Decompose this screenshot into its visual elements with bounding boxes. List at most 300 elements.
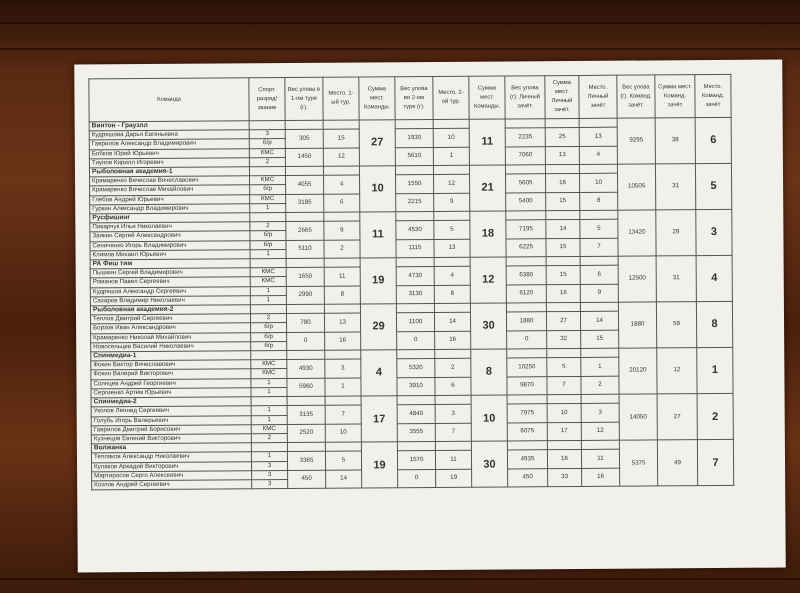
member-rank: 1 (251, 387, 287, 396)
pair-value: 9 (580, 284, 618, 303)
pair-value: 305 (285, 129, 323, 148)
pair-value: 5 (325, 451, 361, 470)
header-row (89, 74, 731, 121)
blank-cell (545, 118, 579, 127)
pair-value: 12 (323, 148, 359, 167)
pair-value: 450 (288, 470, 326, 489)
member-name: Тиунов Кирилл Игоревич (89, 158, 249, 168)
blank-cell (396, 258, 434, 267)
blank-cell (507, 349, 547, 358)
blank-cell (287, 350, 325, 359)
pair-value: 15 (323, 129, 359, 148)
blank-cell (397, 442, 435, 451)
pair-value: 3135 (287, 406, 325, 425)
member-name: Борзов Иван Александрович (91, 323, 251, 333)
member-rank: б/р (251, 341, 287, 350)
member-rank: 2 (251, 433, 287, 442)
team-name: Рыболовная академия-1 (89, 167, 249, 177)
team-name: Руcфишинг (90, 213, 250, 223)
pair-value: 3 (325, 359, 361, 378)
blank-cell (580, 210, 618, 219)
pair-value: 19 (436, 469, 472, 488)
team-total-weight: 20120 (619, 348, 657, 394)
pair-value: 27 (546, 312, 580, 331)
pair-value: 11 (324, 267, 360, 286)
team-total-weight: 5375 (619, 440, 657, 486)
pair-value: 1650 (286, 267, 324, 286)
member-name: Гаврилов Александр Владимирович (89, 139, 249, 149)
pair-value: 5 (547, 358, 581, 377)
blank-cell (435, 441, 471, 450)
pair-value: 1450 (285, 148, 323, 167)
results-table (88, 74, 734, 491)
blank-cell (547, 395, 581, 404)
blank-cell (507, 441, 547, 450)
pair-value: 6225 (506, 238, 546, 257)
team-place-sum-tour1: 29 (360, 304, 396, 350)
pair-value: 5110 (286, 240, 324, 259)
member-rank: б/р (250, 240, 286, 249)
blank-cell (434, 211, 470, 220)
member-name: Бобков Юрий Юрьевич (89, 148, 249, 158)
blank-cell (324, 212, 360, 221)
member-name: Пиварчук Илья Николаевич (90, 222, 250, 232)
team-total-weight: 9295 (617, 118, 655, 164)
blank-cell (581, 394, 619, 403)
blank-cell (285, 166, 323, 175)
pair-value: 4530 (396, 221, 434, 240)
member-name: Пышкин Сергей Владимирович (90, 268, 250, 278)
pair-value: 4840 (397, 405, 435, 424)
member-name: Кудряшов Александр Сергеевич (90, 286, 250, 296)
member-name: Тепляков Александр Николаевич (91, 452, 251, 462)
member-rank: б/р (249, 139, 285, 148)
pair-value: 10 (325, 424, 361, 443)
blank-cell (323, 120, 359, 129)
pair-value: 8 (580, 192, 618, 211)
member-name: Заякин Сергей Александрович (90, 231, 250, 241)
blank-cell (505, 165, 545, 174)
member-rank: б/р (251, 323, 287, 332)
pair-value: 15 (546, 238, 580, 257)
team-final-place: 4 (696, 255, 732, 301)
column-header: Сумма мест. Команды. (359, 77, 395, 120)
team-place-sum-tour2: 18 (470, 211, 506, 257)
pair-value: 16 (547, 450, 581, 469)
wood-plank-seam (0, 578, 800, 580)
blank-cell (506, 303, 546, 312)
pair-value: 1 (433, 147, 469, 166)
pair-value: 5320 (397, 359, 435, 378)
column-header: Место. Личный зачёт (579, 75, 617, 118)
pair-value: 8 (324, 286, 360, 305)
member-rank: КМС (251, 424, 287, 433)
column-header: Спорт. разряд/ звание (249, 78, 285, 121)
member-name: Кулаков Аркадий Викторович (92, 461, 252, 471)
pair-value: 14 (326, 470, 362, 489)
member-rank: 2 (250, 222, 286, 231)
wood-plank-seam (0, 48, 800, 50)
pair-value: 7060 (505, 146, 545, 165)
blank-cell (395, 119, 433, 128)
team-header-blank (249, 121, 285, 130)
team-place-sum-tour1: 10 (359, 166, 395, 212)
pair-value: 5400 (506, 192, 546, 211)
pair-value: 2 (324, 240, 360, 259)
pair-value: 11 (581, 449, 619, 468)
blank-cell (325, 442, 361, 451)
pair-value: 11 (435, 451, 471, 470)
pair-value: 1100 (396, 313, 434, 332)
team-place-sum-tour1: 27 (359, 120, 395, 166)
member-rank: КМС (250, 176, 286, 185)
team-place-sum-tour2: 21 (469, 165, 505, 211)
member-rank: 1 (250, 249, 286, 258)
column-header: Место. 1-ый тур. (323, 77, 359, 120)
member-rank: КМС (250, 194, 286, 203)
blank-cell (286, 258, 324, 267)
member-rank: 2 (249, 157, 285, 166)
pair-value: 0 (398, 469, 436, 488)
team-header-blank (251, 443, 287, 452)
team-name: Спинмедиа-2 (91, 397, 251, 407)
column-header: Вес улова (г). Команд. зачёт. (617, 75, 655, 118)
pair-value: 15 (581, 330, 619, 349)
blank-cell (434, 257, 470, 266)
team-total-place-sum: 49 (657, 440, 697, 486)
column-header: Сумма мест. Команды. (469, 76, 505, 119)
member-name: Теплов Дмитрий Сергеевич (90, 314, 250, 324)
pair-value: 2235 (505, 128, 545, 147)
pair-value: 4 (434, 266, 470, 285)
blank-cell (547, 441, 581, 450)
pair-value: 1930 (395, 129, 433, 148)
team-final-place: 2 (697, 393, 733, 439)
pair-value: 15 (546, 192, 580, 211)
pair-value: 450 (508, 468, 548, 487)
pair-value: 10250 (507, 358, 547, 377)
column-header: Место. 2-ой тур. (433, 76, 469, 119)
pair-value: 9870 (507, 376, 547, 395)
pair-value: 3 (435, 405, 471, 424)
team-header-blank (250, 259, 286, 268)
member-name: Гаврилов Дмитрий Борисович (91, 424, 251, 434)
pair-value: 1880 (506, 312, 546, 331)
pair-value: 0 (287, 332, 325, 351)
team-total-weight: 12500 (618, 256, 656, 302)
pair-value: 16 (546, 284, 580, 303)
pair-value: 7 (325, 405, 361, 424)
pair-value: 0 (397, 331, 435, 350)
pair-value: 5610 (395, 147, 433, 166)
blank-cell (580, 256, 618, 265)
pair-value: 7 (435, 423, 471, 442)
pair-value: 4 (324, 175, 360, 194)
blank-cell (435, 349, 471, 358)
pair-value: 10 (547, 404, 581, 423)
member-rank: б/р (250, 231, 286, 240)
blank-cell (286, 304, 324, 313)
pair-value: 14 (580, 311, 618, 330)
team-total-place-sum: 31 (656, 256, 696, 302)
pair-value: 6120 (506, 284, 546, 303)
team-header-blank (251, 397, 287, 406)
team-place-sum-tour2: 30 (471, 441, 507, 487)
member-name: Кузнецов Евгений Викторович (91, 434, 251, 444)
blank-cell (395, 165, 433, 174)
wood-plank-seam (0, 22, 800, 24)
pair-value: 16 (325, 332, 361, 351)
member-name: Фокин Валерий Викторович (91, 369, 251, 379)
pair-value: 33 (548, 468, 582, 487)
pair-value: 2520 (287, 424, 325, 443)
member-name: Козлов Андрей Сергеевич (92, 480, 252, 490)
pair-value: 5960 (287, 378, 325, 397)
pair-value: 6 (324, 194, 360, 213)
column-header: Место. Команд. зачёт (695, 74, 731, 117)
results-body (89, 117, 734, 490)
team-total-place-sum: 59 (656, 302, 696, 348)
blank-cell (285, 120, 323, 129)
member-name: Климов Михаил Юрьевич (90, 250, 250, 260)
team-header-blank (250, 213, 286, 222)
member-name: Гуркин Александр Владимирович (90, 204, 250, 214)
team-total-weight: 1880 (618, 302, 656, 348)
blank-cell (505, 119, 545, 128)
blank-cell (325, 396, 361, 405)
team-place-sum-tour2: 10 (471, 395, 507, 441)
team-header-blank (250, 305, 286, 314)
blank-cell (433, 119, 469, 128)
member-name: Крамаренко Вячеслав Вячеславович (90, 176, 250, 186)
pair-value: 4730 (396, 267, 434, 286)
team-name: Волжанка (91, 443, 251, 453)
blank-cell (396, 212, 434, 221)
pair-value: 10 (580, 173, 618, 192)
pair-value: 5605 (506, 174, 546, 193)
team-total-place-sum: 27 (657, 394, 697, 440)
blank-cell (396, 304, 434, 313)
blank-cell (581, 440, 619, 449)
pair-value: 1550 (396, 175, 434, 194)
pair-value: 3 (581, 403, 619, 422)
pair-value: 6380 (506, 266, 546, 285)
member-rank: 3 (249, 130, 285, 139)
blank-cell (325, 350, 361, 359)
team-total-place-sum: 38 (655, 118, 695, 164)
blank-cell (546, 256, 580, 265)
pair-value: 14 (434, 312, 470, 331)
pair-value: 3555 (397, 423, 435, 442)
pair-value: 13 (434, 239, 470, 258)
blank-cell (580, 302, 618, 311)
pair-value: 17 (547, 422, 581, 441)
member-name: Романов Павел Сергеевич (90, 277, 250, 287)
team-final-place: 6 (695, 117, 731, 163)
pair-value: 1 (325, 378, 361, 397)
pair-value: 16 (546, 174, 580, 193)
member-name: Солнцев Андрей Георгиевич (91, 378, 251, 388)
pair-value: 13 (579, 127, 617, 146)
pair-value: 9 (434, 193, 470, 212)
pair-value: 4930 (287, 360, 325, 379)
pair-value: 2 (435, 358, 471, 377)
team-final-place: 8 (696, 301, 732, 347)
team-final-place: 7 (697, 439, 733, 485)
blank-cell (545, 164, 579, 173)
team-name: Спинмедиа-1 (91, 351, 251, 361)
member-rank: КМС (249, 148, 285, 157)
team-total-weight: 13420 (618, 210, 656, 256)
member-name: Крамаренко Николай Михайлович (91, 332, 251, 342)
pair-value: 12 (581, 422, 619, 441)
blank-cell (506, 257, 546, 266)
team-name: РА Фиш тим (90, 259, 250, 269)
team-total-place-sum: 29 (656, 210, 696, 256)
blank-cell (547, 349, 581, 358)
member-rank: 1 (251, 452, 287, 461)
member-name: Глебов Андрей Юрьевич (90, 194, 250, 204)
pair-value: 1 (581, 357, 619, 376)
member-rank: 3 (252, 461, 288, 470)
blank-cell (579, 164, 617, 173)
column-header: Команда (89, 78, 249, 122)
pair-value: 5 (580, 219, 618, 238)
pair-value: 9 (324, 221, 360, 240)
blank-cell (507, 395, 547, 404)
member-name: Сахаров Владимир Николаевич (90, 296, 250, 306)
member-rank: 1 (250, 203, 286, 212)
team-final-place: 1 (697, 347, 733, 393)
member-rank: 1 (250, 286, 286, 295)
team-total-weight: 14050 (619, 394, 657, 440)
blank-cell (287, 442, 325, 451)
team-header-blank (249, 167, 285, 176)
pair-value: 4 (579, 146, 617, 165)
member-name: Голубь Игорь Валерьевич (91, 415, 251, 425)
blank-cell (433, 165, 469, 174)
pair-value: 15 (546, 266, 580, 285)
pair-value: 16 (582, 468, 620, 487)
member-rank: 1 (251, 378, 287, 387)
blank-cell (323, 166, 359, 175)
member-rank: 1 (251, 406, 287, 415)
pair-value: 7 (580, 238, 618, 257)
blank-cell (581, 348, 619, 357)
blank-cell (397, 350, 435, 359)
team-place-sum-tour1: 19 (360, 258, 396, 304)
pair-value: 7195 (506, 220, 546, 239)
member-name: Сениченко Игорь Владимирович (90, 240, 250, 250)
blank-cell (434, 303, 470, 312)
pair-value: 13 (545, 146, 579, 165)
blank-cell (435, 395, 471, 404)
team-place-sum-tour2: 11 (469, 119, 505, 165)
column-header: Вес улова во 2-ом туре (г). (395, 76, 433, 119)
pair-value: 32 (547, 330, 581, 349)
pair-value: 25 (545, 128, 579, 147)
team-final-place: 5 (695, 163, 731, 209)
member-rank: КМС (251, 360, 287, 369)
member-rank: 3 (252, 470, 288, 479)
pair-value: 780 (286, 314, 324, 333)
pair-value: 6 (580, 265, 618, 284)
member-rank: 1 (251, 415, 287, 424)
pair-value: 12 (434, 174, 470, 193)
member-name: Кудряшова Дарья Евгеньевна (89, 130, 249, 140)
team-final-place: 3 (696, 209, 732, 255)
member-rank: КМС (250, 268, 286, 277)
member-name: Крамаренко Вячеслав Михайлович (90, 185, 250, 195)
blank-cell (287, 396, 325, 405)
member-rank: КМС (250, 277, 286, 286)
team-total-place-sum: 31 (655, 164, 695, 210)
team-place-sum-tour2: 30 (470, 303, 506, 349)
team-place-sum-tour1: 17 (361, 396, 397, 442)
pair-value: 3910 (397, 377, 435, 396)
team-place-sum-tour1: 19 (361, 442, 397, 488)
member-name: Фокин Виктор Вячеславович (91, 360, 251, 370)
pair-value: 1115 (396, 239, 434, 258)
blank-cell (397, 396, 435, 405)
member-rank: б/р (250, 185, 286, 194)
pair-value: 14 (546, 220, 580, 239)
pair-value: 16 (435, 331, 471, 350)
pair-value: 3130 (396, 285, 434, 304)
pair-value: 3365 (287, 452, 325, 471)
column-header: Сумма мест. Команд. зачёт (655, 75, 695, 118)
pair-value: 7975 (507, 404, 547, 423)
team-name: Винтон - Граузлл (89, 121, 249, 131)
column-header: Сумма мест. Личный зачёт. (545, 75, 579, 118)
pair-value: 7 (547, 376, 581, 395)
member-rank: 3 (252, 479, 288, 488)
pair-value: 3185 (286, 194, 324, 213)
pair-value: 6075 (507, 422, 547, 441)
pair-value: 2 (581, 376, 619, 395)
column-header: Вес улова в 1-ом туре (г). (285, 77, 323, 120)
results-sheet (74, 60, 786, 573)
member-name: Уколов Леонид Сергеевич (91, 406, 251, 416)
member-name: Новосельцев Василий Николаевич (91, 342, 251, 352)
pair-value: 2665 (286, 221, 324, 240)
pair-value: 4935 (507, 450, 547, 469)
blank-cell (286, 212, 324, 221)
pair-value: 4055 (286, 175, 324, 194)
member-rank: б/р (251, 332, 287, 341)
pair-value: 10 (433, 128, 469, 147)
team-place-sum-tour1: 11 (360, 212, 396, 258)
team-place-sum-tour1: 4 (361, 350, 397, 396)
pair-value: 8 (434, 285, 470, 304)
team-total-place-sum: 12 (657, 348, 697, 394)
pair-value: 0 (507, 330, 547, 349)
member-rank: КМС (251, 369, 287, 378)
team-place-sum-tour2: 8 (471, 349, 507, 395)
pair-value: 2990 (286, 286, 324, 305)
pair-value: 6 (435, 377, 471, 396)
blank-cell (324, 258, 360, 267)
member-name: Сергиенко Артем Юрьевич (91, 388, 251, 398)
pair-value: 5 (434, 220, 470, 239)
pair-value: 1570 (397, 451, 435, 470)
member-name: Мартиросов Серго Алексеевич (92, 470, 252, 480)
blank-cell (546, 303, 580, 312)
blank-cell (579, 118, 617, 127)
pair-value: 13 (324, 313, 360, 332)
member-rank: 1 (250, 295, 286, 304)
team-place-sum-tour2: 12 (470, 257, 506, 303)
